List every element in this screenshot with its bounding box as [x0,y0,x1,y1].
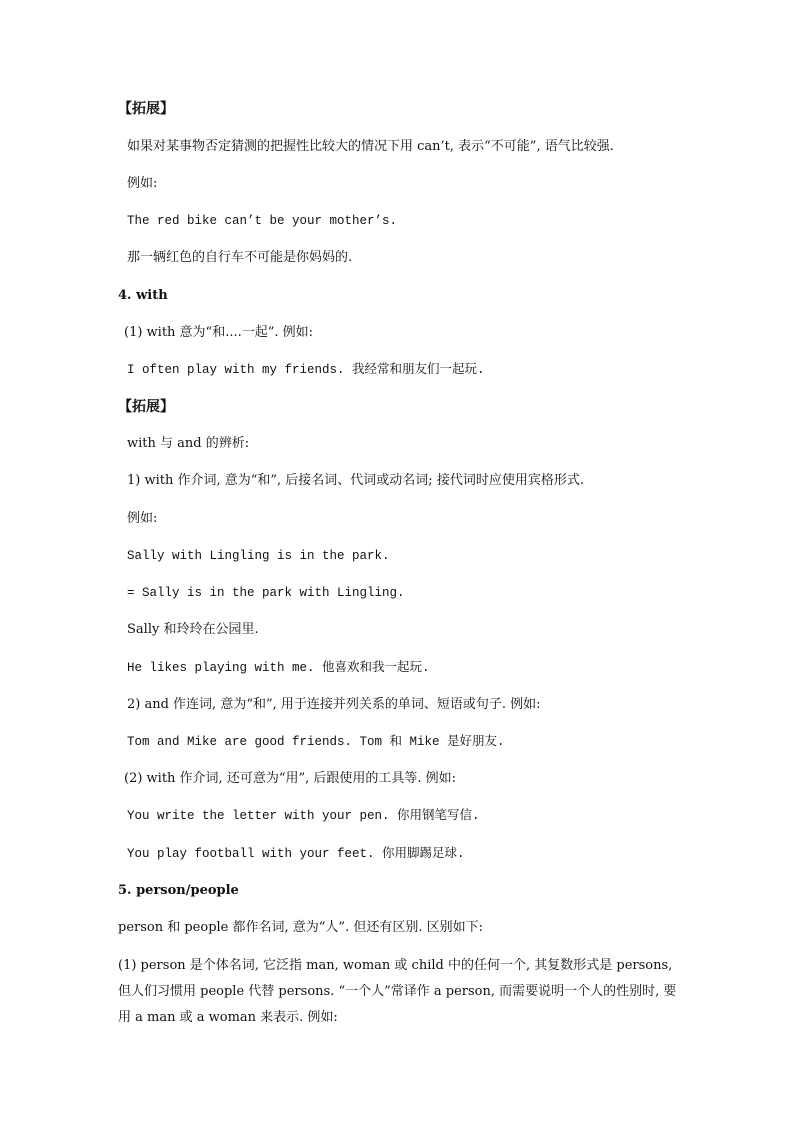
example-sentence: Sally with Lingling is in the park. [127,549,390,563]
section-heading-extension: 【拓展】 [118,101,174,117]
example-sentence: I often play with my friends. 我经常和朋友们一起玩. [127,363,485,377]
example-sentence: He likes playing with me. 他喜欢和我一起玩. [127,661,430,675]
body-text: with 与 and 的辨析: [127,436,250,451]
body-text: person 和 people 都作名词, 意为“人”. 但还有区别. 区别如下: [118,920,483,935]
translation-text: 那一辆红色的自行车不可能是你妈妈的. [127,250,353,265]
example-sentence: You write the letter with your pen. 你用钢笔写信. [127,809,480,823]
body-text: 例如: [127,176,158,191]
example-sentence: = Sally is in the park with Lingling. [127,586,405,600]
example-sentence: Tom and Mike are good friends. Tom 和 Mike 是好朋友. [127,735,505,749]
body-text: 例如: [127,511,158,526]
body-text: 如果对某事物否定猜测的把握性比较大的情况下用 can’t, 表示“不可能”, 语气比较强. [127,139,614,154]
body-text: (1) with 意为“和....一起”. 例如: [124,325,314,340]
body-text: 1) with 作介词, 意为“和”, 后接名词、代词或动名词; 接代词时应使用宾格形式. [127,473,584,488]
body-paragraph: (1) person 是个体名词, 它泛指 man, woman 或 child 中的任何一个, 其复数形式是 persons, 但人们习惯用 people 代替 persons. “一个人”常译作 a person, 而需要说明一个人的性别时, 要用 a man 或 a woman 来表示. 例如: [118,958,677,1025]
translation-text: Sally 和玲玲在公园里. [127,622,259,637]
section-heading-with: 4. with [118,288,168,303]
example-sentence: You play football with your feet. 你用脚踢足球. [127,847,465,861]
body-text: 2) and 作连词, 意为“和”, 用于连接并列关系的单词、短语或句子. 例如: [127,697,541,712]
section-heading-extension: 【拓展】 [118,399,174,415]
example-sentence: The red bike can’t be your mother’s. [127,214,398,228]
section-heading-person-people: 5. person/people [118,883,239,898]
body-text: (2) with 作介词, 还可意为“用”, 后跟使用的工具等. 例如: [124,771,457,786]
